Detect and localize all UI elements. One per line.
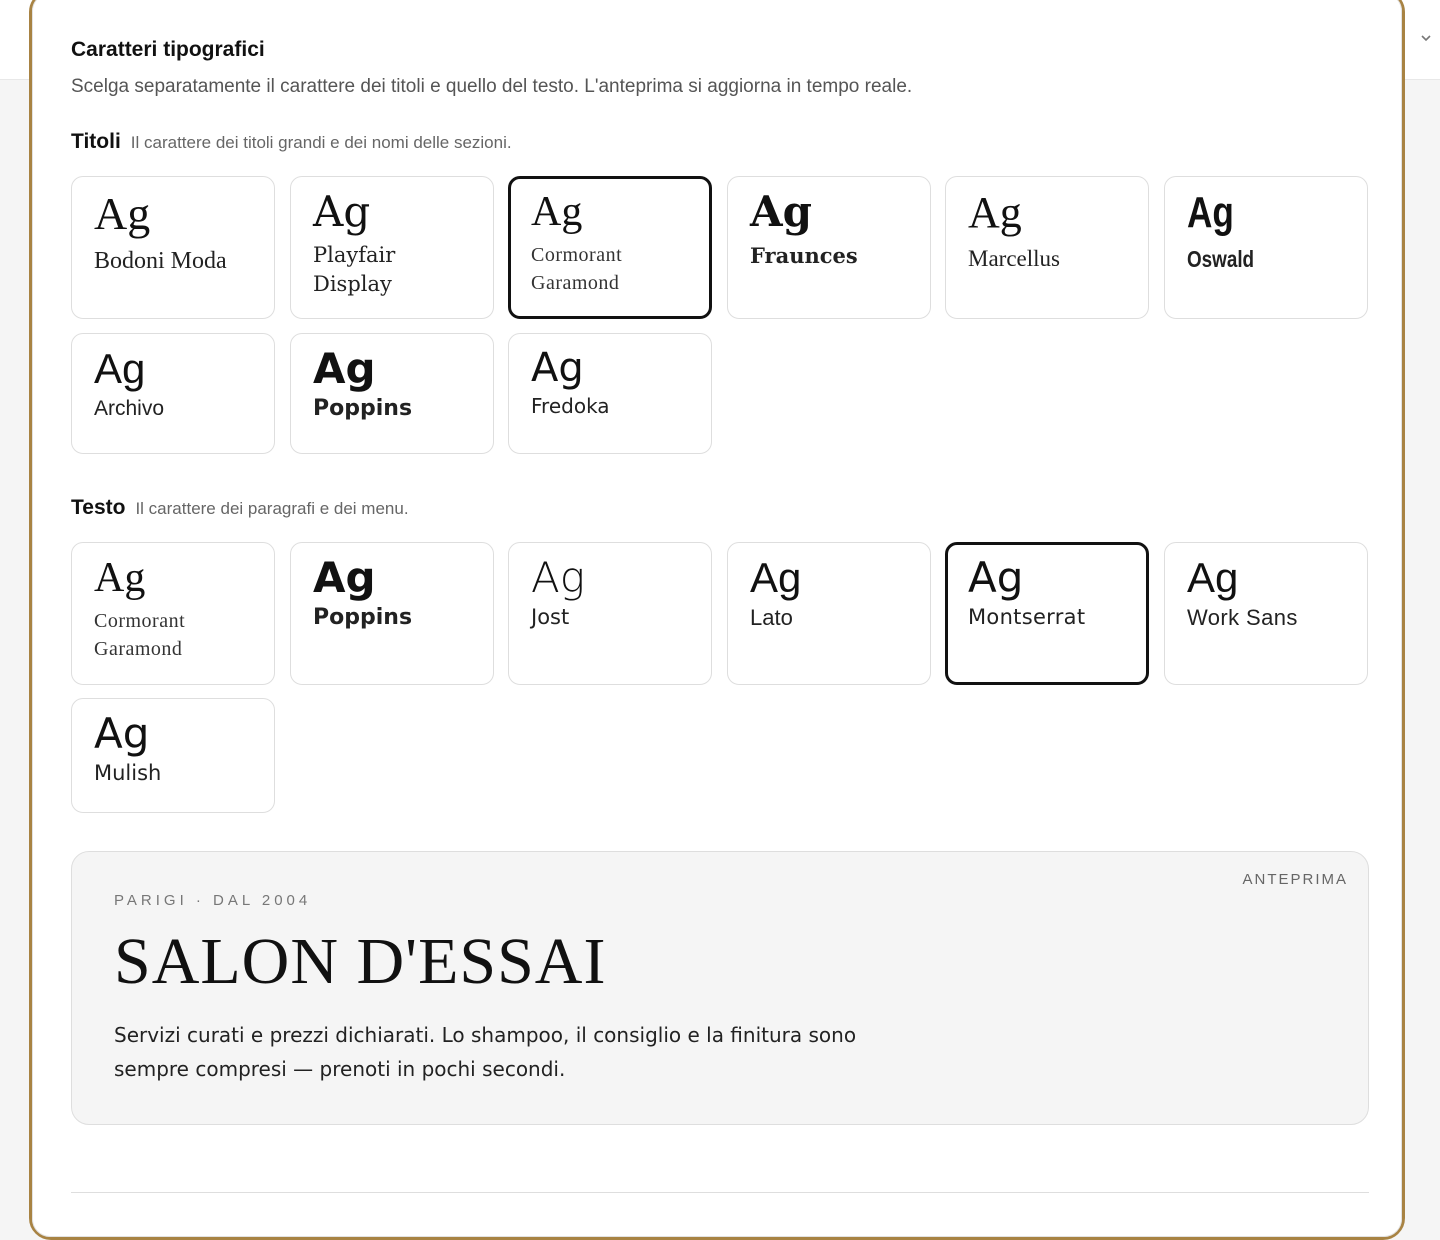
font-sample: Ag bbox=[531, 553, 585, 602]
font-sample: Ag bbox=[313, 187, 371, 236]
heading-font-option[interactable] bbox=[71, 333, 275, 454]
text-font-option[interactable] bbox=[71, 542, 275, 685]
panel-title: Caratteri tipografici bbox=[71, 38, 265, 61]
text-font-option[interactable] bbox=[290, 542, 494, 685]
font-sample: Ag bbox=[750, 187, 812, 236]
font-preview bbox=[71, 851, 1369, 1125]
font-name: Poppins bbox=[313, 396, 413, 421]
font-sample: Ag bbox=[94, 709, 150, 758]
heading-font-option[interactable] bbox=[290, 333, 494, 454]
text-section-header bbox=[71, 496, 409, 520]
font-sample: Ag bbox=[1187, 188, 1234, 237]
font-name: Fraunces bbox=[750, 243, 858, 268]
heading-font-option[interactable] bbox=[727, 176, 931, 319]
preview-badge: ANTEPRIMA bbox=[1242, 871, 1348, 888]
panel-subtitle: Scelga separatamente il carattere dei titoli e quello del testo. L'anteprima si aggiorna in tempo reale. bbox=[71, 76, 913, 97]
font-sample: Ag bbox=[750, 554, 802, 601]
text-font-option-selected[interactable] bbox=[945, 542, 1149, 685]
font-name: Cormorant Garamond bbox=[531, 244, 623, 294]
preview-body: Servizi curati e prezzi dichiarati. Lo shampoo, il consiglio e la finitura sono sempre compresi — prenoti in pochi secondi. bbox=[114, 1023, 857, 1081]
text-font-option[interactable] bbox=[1164, 542, 1368, 685]
heading-font-option[interactable] bbox=[71, 176, 275, 319]
font-name: Cormorant Garamond bbox=[94, 610, 186, 660]
font-sample: Ag bbox=[94, 345, 146, 392]
font-sample: Ag bbox=[531, 189, 583, 235]
font-name: Mulish bbox=[94, 761, 162, 785]
font-name: Bodoni Moda bbox=[94, 248, 227, 274]
font-sample: Ag bbox=[94, 555, 146, 601]
preview-heading: SALON D'ESSAI bbox=[114, 925, 607, 998]
heading-font-option[interactable] bbox=[1164, 176, 1368, 319]
chevron-down-icon[interactable] bbox=[1418, 30, 1434, 46]
font-name: Montserrat bbox=[968, 605, 1086, 629]
font-sample: Ag bbox=[313, 344, 376, 393]
text-section-title: Testo bbox=[71, 496, 126, 519]
heading-font-option[interactable] bbox=[508, 333, 712, 454]
font-name: Playfair Display bbox=[313, 243, 396, 297]
font-name: Work Sans bbox=[1187, 605, 1298, 630]
font-sample: Ag bbox=[313, 553, 376, 602]
font-name: Poppins bbox=[313, 605, 413, 630]
font-name: Lato bbox=[750, 605, 793, 630]
font-name: Fredoka bbox=[531, 394, 610, 418]
font-sample: Ag bbox=[94, 188, 151, 239]
headings-section-title: Titoli bbox=[71, 130, 121, 153]
font-sample: Ag bbox=[968, 553, 1024, 602]
font-sample: Ag bbox=[531, 345, 584, 391]
text-font-option[interactable] bbox=[508, 542, 712, 685]
heading-font-option[interactable] bbox=[290, 176, 494, 319]
headings-section-description: Il carattere dei titoli grandi e dei nomi delle sezioni. bbox=[130, 133, 512, 152]
font-sample: Ag bbox=[968, 188, 1022, 237]
font-sample: Ag bbox=[1187, 554, 1239, 601]
text-section-description: Il carattere dei paragrafi e dei menu. bbox=[135, 499, 409, 518]
headings-section-header bbox=[71, 130, 512, 154]
divider bbox=[71, 1192, 1369, 1193]
font-name: Marcellus bbox=[968, 246, 1060, 271]
text-font-option[interactable] bbox=[71, 698, 275, 813]
heading-font-option-selected[interactable] bbox=[508, 176, 712, 319]
heading-font-option[interactable] bbox=[945, 176, 1149, 319]
preview-eyebrow: PARIGI · DAL 2004 bbox=[114, 892, 312, 909]
font-name: Archivo bbox=[94, 397, 165, 420]
font-name: Oswald bbox=[1187, 246, 1255, 272]
font-name: Jost bbox=[531, 605, 570, 629]
text-font-option[interactable] bbox=[727, 542, 931, 685]
